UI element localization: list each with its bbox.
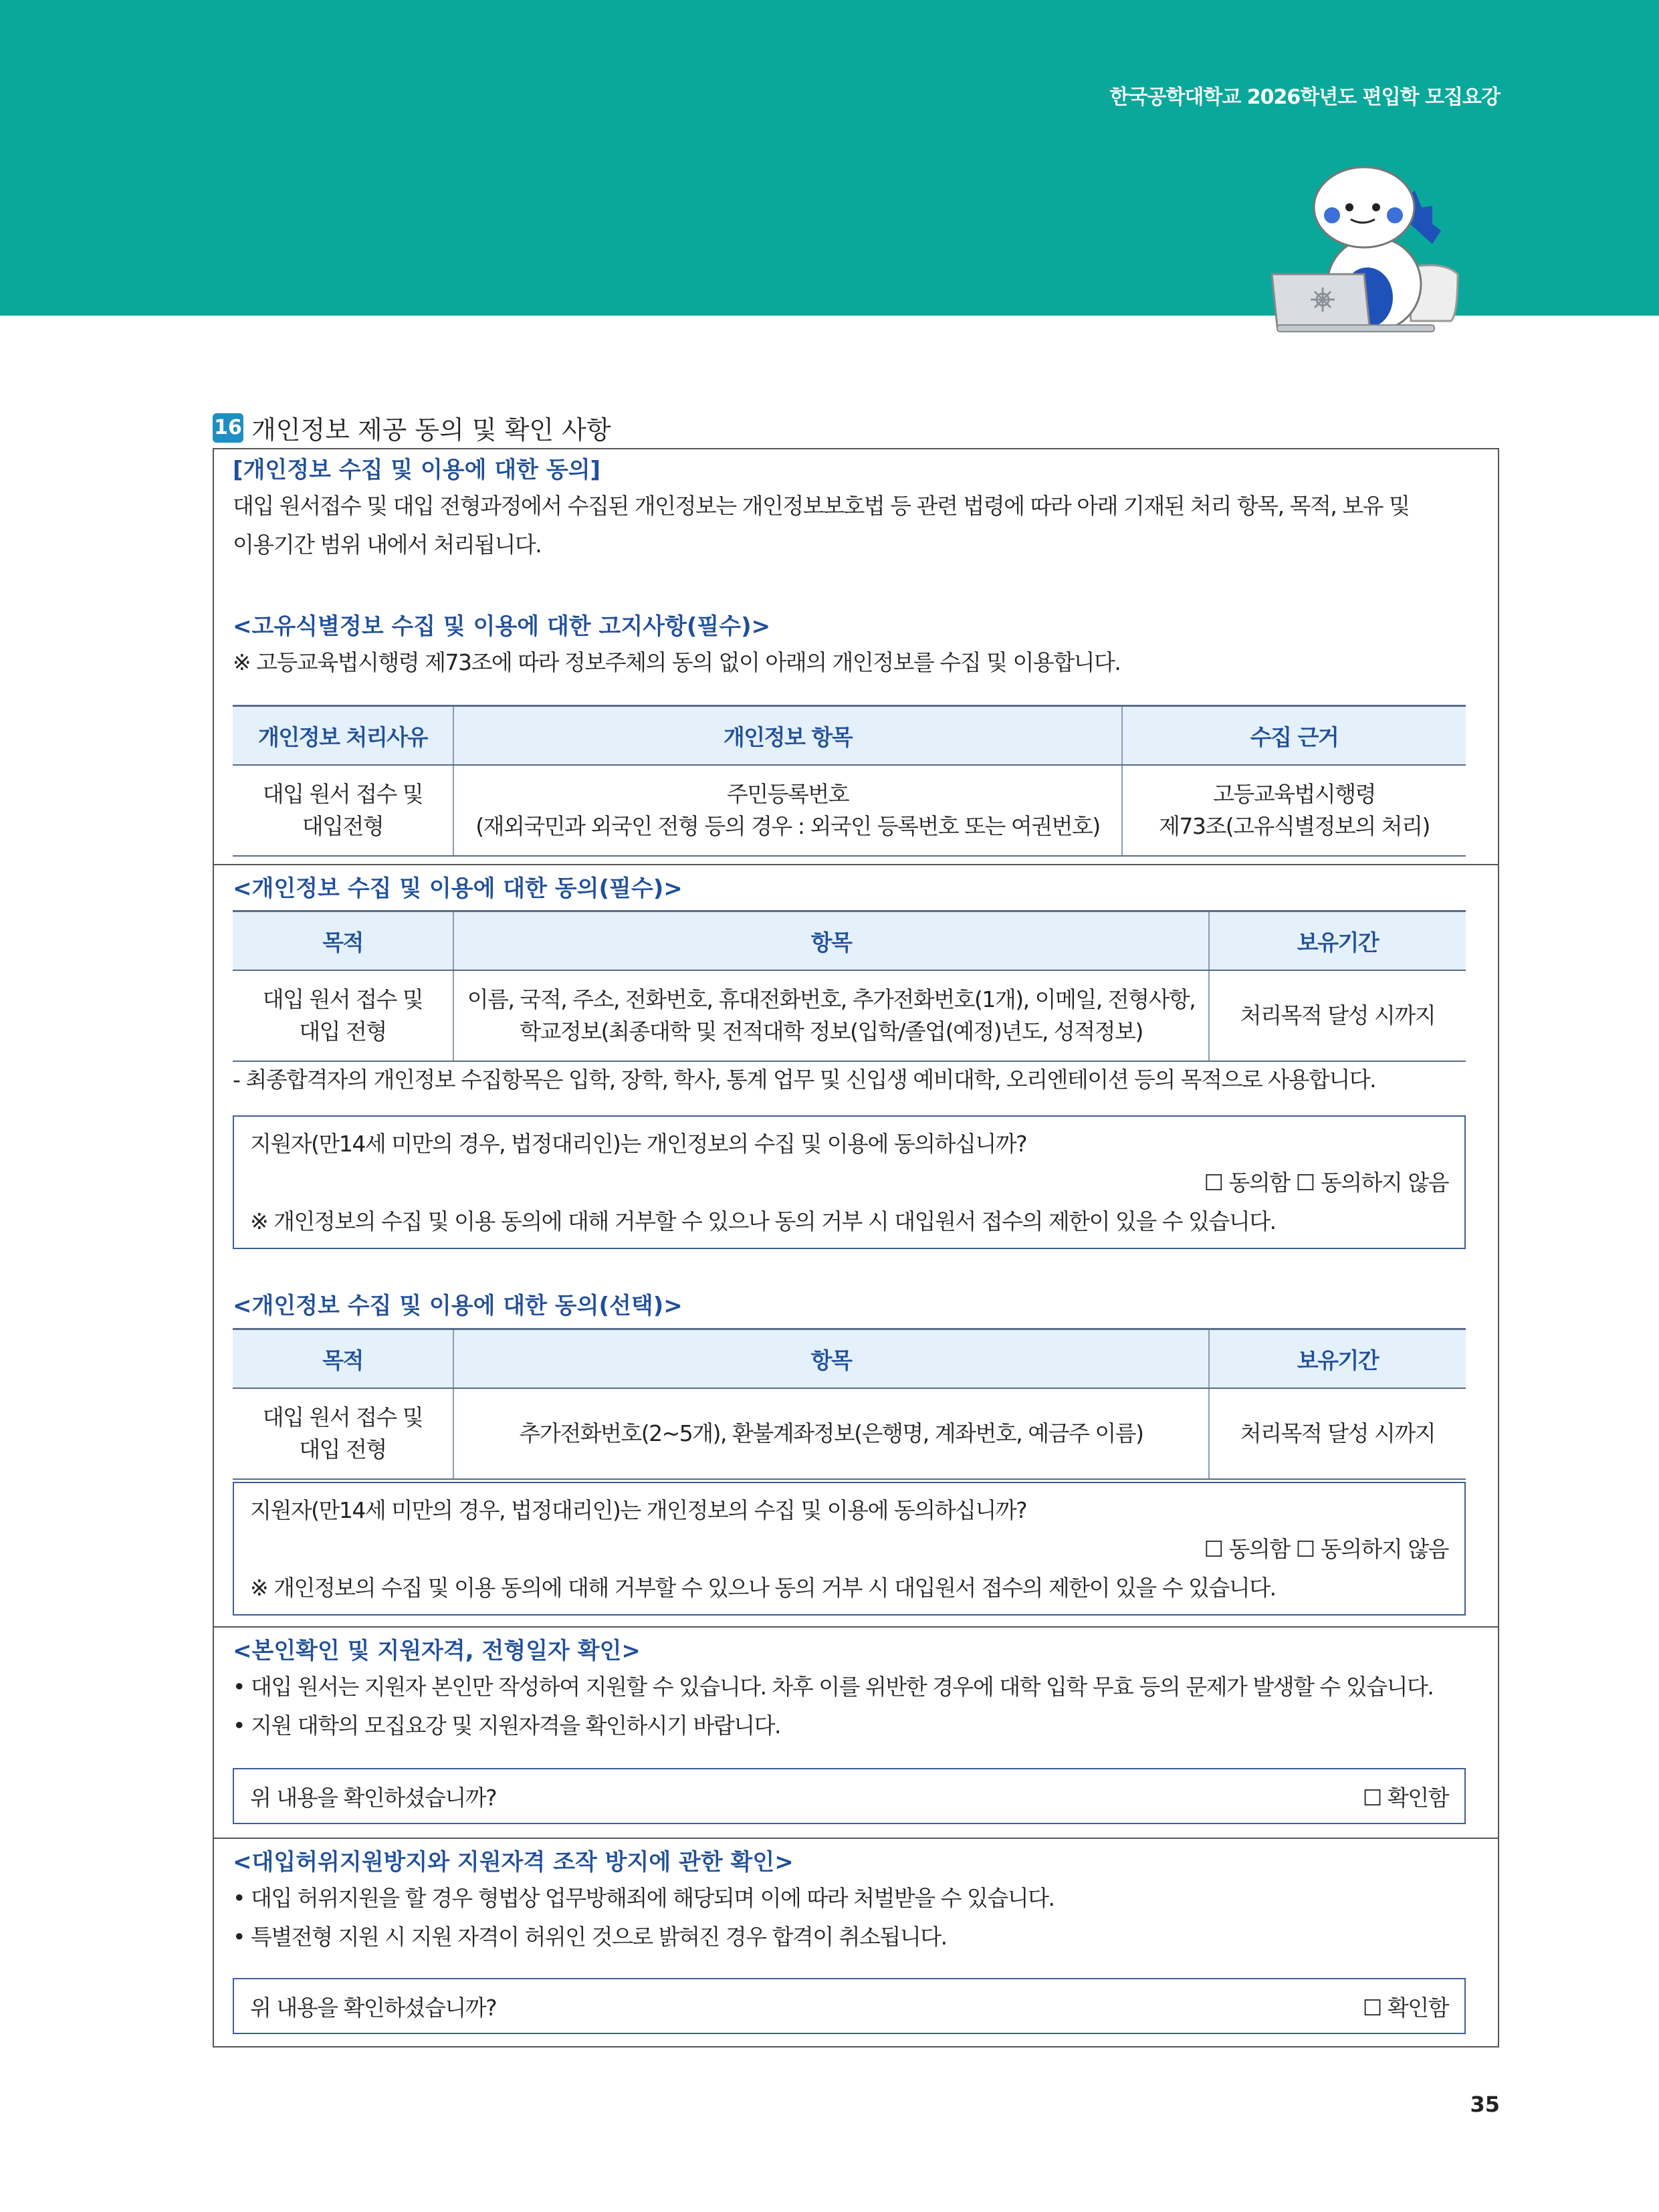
table-row: [233, 970, 1466, 1061]
table-cell: 처리목적 달성 시까지: [1209, 970, 1466, 1061]
cell-line: 이름, 국적, 주소, 전화번호, 휴대전화번호, 추가전화번호(1개), 이메일, 전형사항,: [467, 986, 1196, 1012]
unique-id-notice: [233, 610, 1479, 682]
cell-line: 대입 전형: [299, 1018, 386, 1044]
unique-id-heading: <고유식별정보 수집 및 이용에 대한 고지사항(필수)>: [233, 613, 771, 640]
optional-consent-heading: <개인정보 수집 및 이용에 대한 동의(선택)>: [233, 1293, 683, 1319]
false-application-heading: <대입허위지원방지와 지원자격 조작 방지에 관한 확인>: [233, 1849, 794, 1876]
table-cell: [233, 765, 453, 856]
identity-confirmation: [233, 1634, 1479, 1745]
table-header-row: [233, 1329, 1466, 1389]
section-number-badge: 16: [213, 413, 243, 443]
cell-line: 학교정보(최종대학 및 전적대학 정보(입학/졸업(예정)년도, 성적정보): [520, 1018, 1143, 1044]
table-row: [233, 1388, 1466, 1479]
consent-options[interactable]: ☐ 동의함 ☐ 동의하지 않음: [1204, 1170, 1448, 1196]
table-cell: [453, 970, 1209, 1061]
table-cell: [1122, 765, 1466, 856]
column-header: 목적: [233, 1329, 453, 1389]
mascot-illustration: [1257, 160, 1484, 348]
identity-confirm-box: [233, 1768, 1466, 1824]
cell-line: 고등교육법시행령: [1212, 781, 1376, 807]
final-applicant-note: - 최종합격자의 개인정보 수집항목은 입학, 장학, 학사, 통계 업무 및 신입생 예비대학, 오리엔테이션 등의 목적으로 사용합니다.: [233, 1067, 1376, 1093]
unique-id-note: ※ 고등교육법시행령 제73조에 따라 정보주체의 동의 없이 아래의 개인정보를 수집 및 이용합니다.: [233, 649, 1121, 675]
table-header-row: [233, 911, 1466, 971]
column-header: 개인정보 항목: [453, 706, 1122, 766]
consent-intro: [233, 453, 1479, 564]
table-cell: [233, 1388, 453, 1479]
consent-question: 지원자(만14세 미만의 경우, 법정대리인)는 개인정보의 수집 및 이용에 동의하십니까?: [250, 1131, 1027, 1157]
column-header: 보유기간: [1209, 1329, 1466, 1389]
column-header: 항목: [453, 1329, 1209, 1389]
section-divider: [213, 1626, 1499, 1628]
identity-heading: <본인확인 및 지원자격, 전형일자 확인>: [233, 1638, 641, 1664]
identity-bullet: • 지원 대학의 모집요강 및 지원자격을 확인하시기 바랍니다.: [233, 1712, 780, 1739]
confirm-question: 위 내용을 확인하셨습니까?: [250, 1784, 497, 1811]
cell-line: 대입 원서 접수 및: [262, 986, 423, 1012]
consent-intro-text-line1: 대입 원서접수 및 대입 전형과정에서 수집된 개인정보는 개인정보보호법 등 관련 법령에 따라 아래 기재된 처리 항목, 목적, 보유 및: [233, 493, 1410, 519]
cell-line: 대입 원서 접수 및: [262, 781, 423, 807]
false-application-bullet: • 대입 허위지원을 할 경우 형법상 업무방해죄에 해당되며 이에 따라 처벌받을 수 있습니다.: [233, 1885, 1055, 1911]
consent-warning: ※ 개인정보의 수집 및 이용 동의에 대해 거부할 수 있으나 동의 거부 시 대입원서 접수의 제한이 있을 수 있습니다.: [250, 1208, 1276, 1234]
consent-warning: ※ 개인정보의 수집 및 이용 동의에 대해 거부할 수 있으나 동의 거부 시 대입원서 접수의 제한이 있을 수 있습니다.: [250, 1575, 1276, 1601]
optional-consent: [233, 1289, 1479, 1323]
optional-consent-question-box: [233, 1482, 1466, 1616]
consent-options[interactable]: ☐ 동의함 ☐ 동의하지 않음: [1204, 1536, 1448, 1562]
cell-line: 대입 전형: [299, 1436, 386, 1462]
required-consent-table: [233, 910, 1466, 1062]
section-heading: [213, 409, 611, 446]
required-consent: [233, 872, 1479, 905]
cell-line: (재외국민과 외국인 전형 등의 경우 : 외국인 등록번호 또는 여권번호): [475, 813, 1100, 839]
cell-line: 주민등록번호: [726, 781, 849, 807]
consent-intro-heading: [개인정보 수집 및 이용에 대한 동의]: [233, 457, 601, 483]
required-consent-heading: <개인정보 수집 및 이용에 대한 동의(필수)>: [233, 875, 683, 902]
section-title: 개인정보 제공 동의 및 확인 사항: [251, 415, 611, 445]
table-cell: [453, 765, 1122, 856]
column-header: 개인정보 처리사유: [233, 706, 453, 766]
column-header: 보유기간: [1209, 911, 1466, 971]
table-header-row: [233, 706, 1466, 766]
column-header: 목적: [233, 911, 453, 971]
consent-intro-text-line2: 이용기간 범위 내에서 처리됩니다.: [233, 532, 542, 558]
table-cell: 추가전화번호(2~5개), 환불계좌정보(은행명, 계좌번호, 예금주 이름): [453, 1388, 1209, 1479]
confirm-checkbox[interactable]: ☐ 확인함: [1362, 1994, 1448, 2021]
confirm-checkbox[interactable]: ☐ 확인함: [1362, 1784, 1448, 1811]
unique-id-table: [233, 705, 1466, 857]
cell-line: 대입 원서 접수 및: [262, 1404, 423, 1430]
confirm-question: 위 내용을 확인하셨습니까?: [250, 1994, 497, 2021]
column-header: 수집 근거: [1122, 706, 1466, 766]
optional-consent-table: [233, 1328, 1466, 1480]
table-cell: 처리목적 달성 시까지: [1209, 1388, 1466, 1479]
consent-question: 지원자(만14세 미만의 경우, 법정대리인)는 개인정보의 수집 및 이용에 동의하십니까?: [250, 1497, 1027, 1523]
document-title: 한국공학대학교 2026학년도 편입학 모집요강: [1109, 86, 1500, 109]
page-number: 35: [1470, 2092, 1500, 2117]
identity-bullet: • 대입 원서는 지원자 본인만 작성하여 지원할 수 있습니다. 차후 이를 위반한 경우에 대학 입학 무효 등의 문제가 발생할 수 있습니다.: [233, 1674, 1434, 1700]
table-row: [233, 765, 1466, 856]
required-consent-question-box: [233, 1115, 1466, 1249]
false-application-confirm-box: [233, 1978, 1466, 2034]
required-consent-note: [233, 1061, 1479, 1099]
cell-line: 제73조(고유식별정보의 처리): [1159, 813, 1430, 839]
column-header: 항목: [453, 911, 1209, 971]
section-divider: [213, 1838, 1499, 1839]
false-application-confirmation: [233, 1846, 1479, 1957]
section-divider: [213, 864, 1499, 865]
false-application-bullet: • 특별전형 지원 시 지원 자격이 허위인 것으로 밝혀진 경우 합격이 취소됩니다.: [233, 1924, 947, 1950]
cell-line: 대입전형: [302, 813, 384, 839]
table-cell: [233, 970, 453, 1061]
